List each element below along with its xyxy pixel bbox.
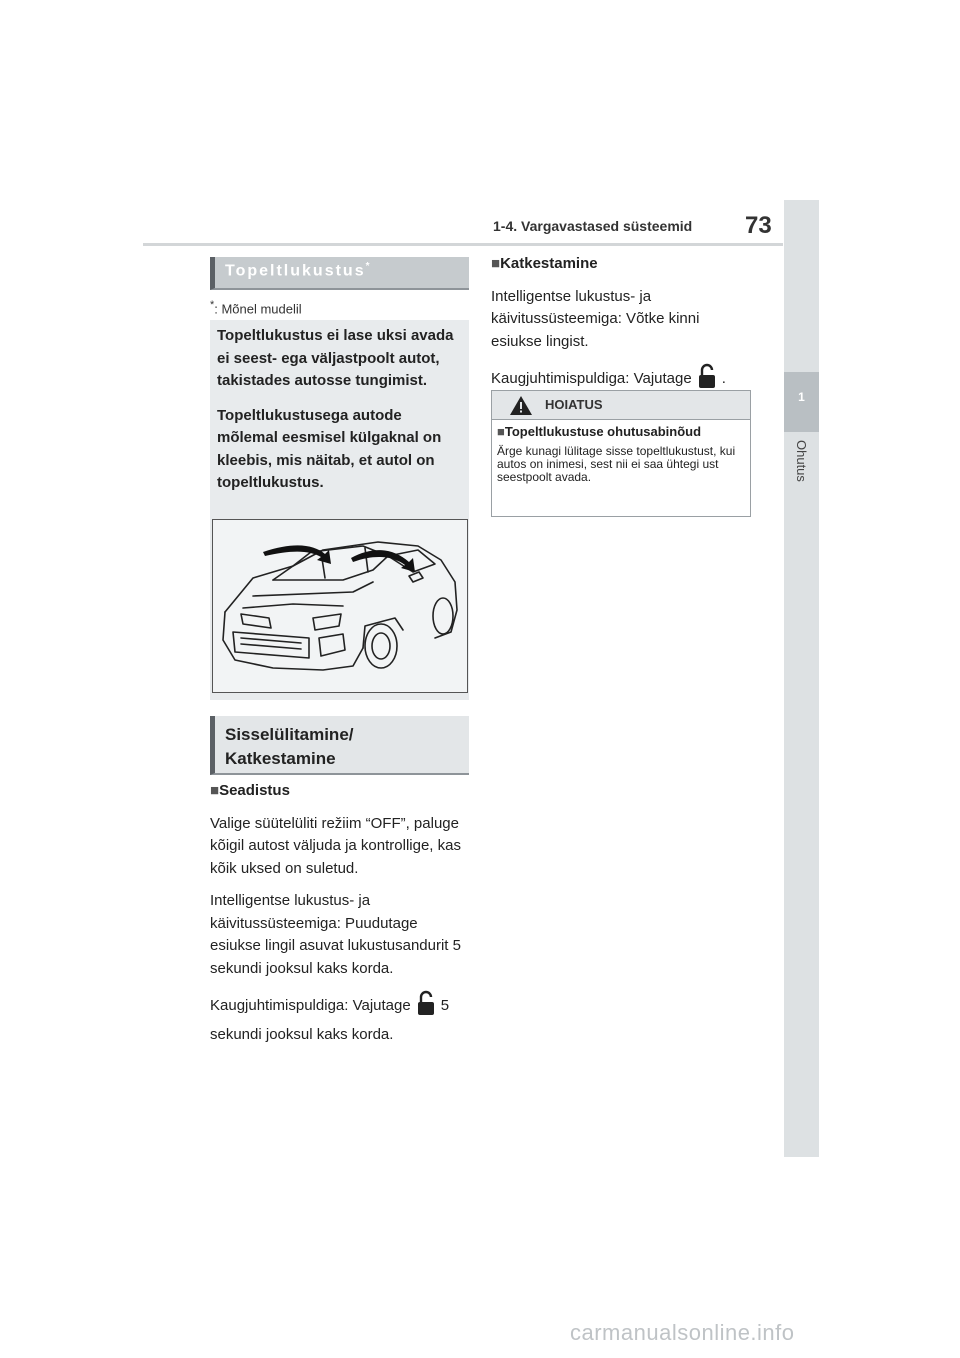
- section-title: Topeltlukustus*: [225, 261, 372, 280]
- paragraph: Intelligentse lukustus- ja käivitussüsteemiga: Võtke kinni esiukse lingist.: [491, 287, 700, 350]
- warning-body: Ärge kunagi lülitage sisse topeltlukustust, kui autos on inimesi, sest nii ei saa ühtegi ust seestpoolt avada.: [497, 444, 736, 484]
- info-text: [217, 325, 462, 507]
- footnote: *: Mõnel mudelil: [210, 299, 302, 317]
- info-paragraph: Topeltlukustusega autode mõlemal eesmisel külgaknal on kleebis, mis näitab, et autol on topeltlukustus.: [217, 406, 442, 491]
- watermark: carmanualsonline.info: [570, 1320, 795, 1345]
- unlock-icon: [415, 990, 437, 1024]
- chapter-side-tab: [784, 200, 819, 1157]
- subheading-seadistus: ■Seadistus: [210, 782, 290, 799]
- chapter-number: 1: [798, 390, 805, 404]
- right-column: [491, 253, 751, 407]
- header-rule: [143, 243, 783, 246]
- section-header: 1-4. Vargavastased süsteemid: [493, 218, 693, 234]
- warning-header: [492, 391, 750, 420]
- section-title-box: [210, 257, 469, 290]
- paragraph: Kaugjuhtimispuldiga: Vajutage .: [491, 363, 751, 397]
- warning-box: [491, 390, 751, 517]
- warning-title: HOIATUS: [545, 397, 603, 412]
- left-column: [210, 780, 470, 1056]
- section-title-box-2: [210, 716, 469, 775]
- paragraph: Kaugjuhtimispuldiga: Vajutage 5 sekundi jooksul kaks korda.: [210, 990, 470, 1046]
- page-number: 73: [745, 212, 772, 239]
- warning-subheading: ■Topeltlukustuse ohutusabinõud: [497, 424, 702, 439]
- paragraph: Intelligentse lukustus- ja käivitussüsteemiga: Puudutage esiukse lingil asuvat lukustusandurit 5 sekundi jooksul kaks korda.: [210, 892, 461, 977]
- car-illustration: [212, 519, 468, 693]
- car-sticker-illustration: [213, 520, 467, 692]
- warning-triangle-icon: [509, 395, 533, 421]
- subheading-katkestamine: ■Katkestamine: [491, 255, 598, 272]
- chapter-label-wrap: [784, 440, 819, 500]
- section-title-2: Sisselülitamine/ Katkestamine: [225, 725, 354, 768]
- paragraph: Valige süütelüliti režiim “OFF”, paluge kõigil autost väljuda ja kontrollige, kas kõik uksed on suletud.: [210, 814, 461, 877]
- info-paragraph: Topeltlukustus ei lase uksi avada ei seest- ega väljastpoolt autot, takistades autosse tungimist.: [217, 327, 454, 389]
- chapter-label: Ohutus: [794, 440, 809, 482]
